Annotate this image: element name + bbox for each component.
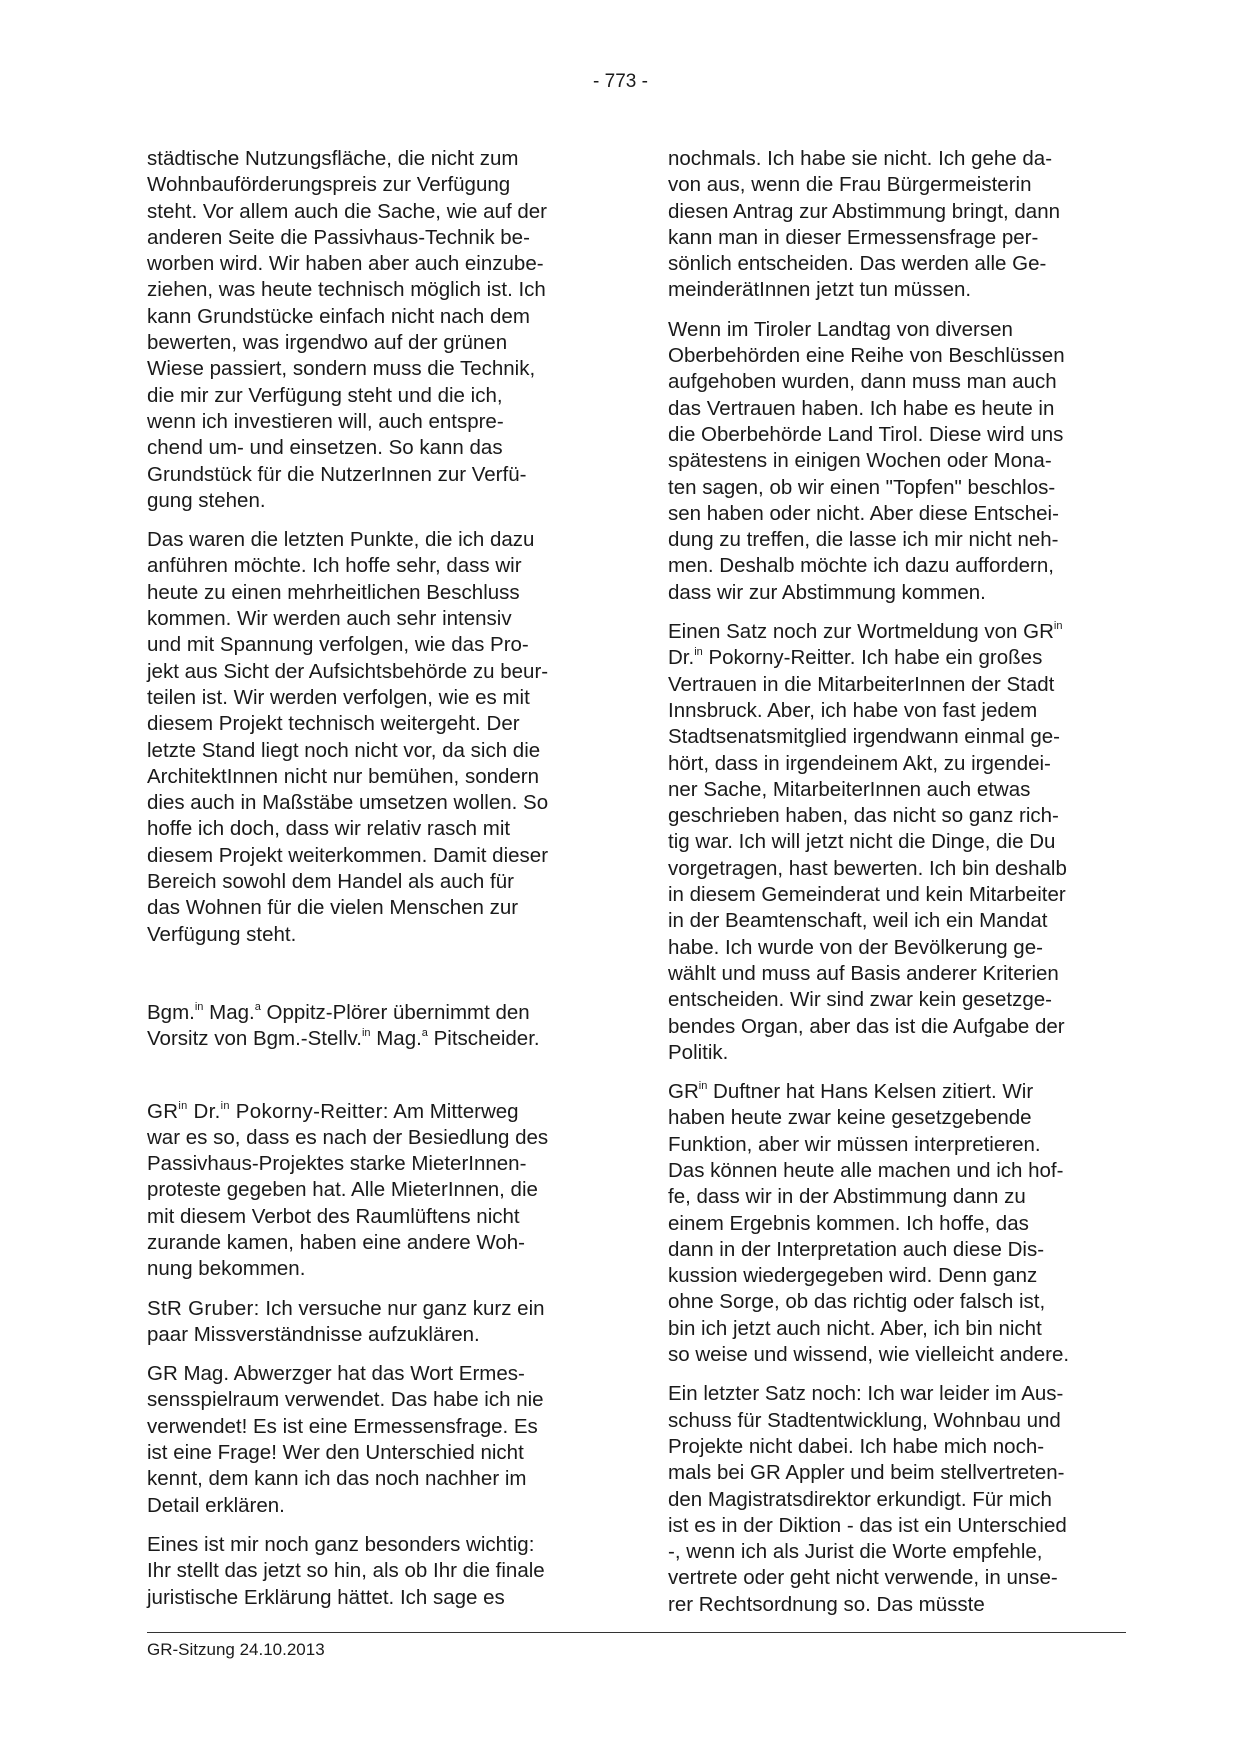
paragraph: Einen Satz noch zur Wortmeldung von $GR^{in}$ Dr.$^{in}$ Pokorny-Reitter. Ich habe ein großes Vertrauen in die MitarbeiterInnen der Stadt Innsbruck. Aber, ich habe von fast jedem Stadtsenatsmitglied irgendwann einmal ge- hört, dass in irgendeinem Akt, zu irgendei- ner Sache, MitarbeiterInnen auch etwas geschrieben haben, das nicht so ganz rich- tig war. Ich will jetzt nicht die Dinge, die Du vorgetragen, hast bewerten. Ich bin deshalb in diesem Gemeinderat und kein Mitarbeiter in der Beamtenschaft, weil ich ein Mandat habe. Ich wurde von der Bevölkerung ge- wählt und muss auf Basis anderer Kriterien entscheiden. Wir sind zwar kein gesetzge- bendes Organ, aber das ist die Aufgabe der Politik. bbox=[668, 620, 1067, 1064]
right-column bbox=[668, 146, 1126, 1631]
page-number: - 773 - bbox=[593, 71, 648, 92]
paragraph: $GR^{in}$ Duftner hat Hans Kelsen zitiert. Wir haben heute zwar keine gesetzgebende Funktion, aber wir müssen interpretieren. Das können heute alle machen und ich hof- fe, dass wir in der Abstimmung dann zu einem Ergebnis kommen. Ich hoffe, das dann in der Interpretation auch diese Dis- kussion wiedergegeben wird. Denn ganz ohne Sorge, ob das richtig oder falsch ist, bin ich jetzt auch nicht. Aber, ich bin nicht so weise und wissend, wie vielleicht andere. bbox=[668, 1080, 1070, 1367]
paragraph: Wenn im Tiroler Landtag von diversen Oberbehörden eine Reihe von Beschlüssen aufgehoben wurden, dann muss man auch das Vertrauen haben. Ich habe es heute in die Oberbehörde Land Tirol. Diese wird uns spätestens in einigen Wochen oder Mona- ten sagen, ob wir einen "Topfen" beschlos- sen haben oder nicht. Aber diese Entschei- dung zu treffen, die lasse ich mir nicht neh- men. Deshalb möchte ich dazu auffordern, dass wir zur Abstimmung kommen. bbox=[668, 317, 1065, 604]
footer-session-date: GR-Sitzung 24.10.2013 bbox=[147, 1640, 325, 1659]
paragraph: Das waren die letzten Punkte, die ich dazu anführen möchte. Ich hoffe sehr, dass wir heute zu einen mehrheitlichen Beschluss kommen. Wir werden auch sehr intensiv und mit Spannung verfolgen, wie das Pro- jekt aus Sicht der Aufsichtsbehörde zu beur- teilen ist. Wir werden verfolgen, wie es mit diesem Projekt technisch weitergeht. Der letzte Stand liegt noch nicht vor, da sich die ArchitektInnen nicht nur bemühen, sondern dies auch in Maßstäbe umsetzen wollen. So hoffe ich doch, dass wir relativ rasch mit diesem Projekt weiterkommen. Damit dieser Bereich sowohl dem Handel als auch für das Wohnen für die vielen Menschen zur Verfügung steht. bbox=[147, 528, 549, 946]
footer-divider bbox=[147, 1632, 1126, 1633]
speaker-name: $GR^{in}$ Dr.$^{in}$ Pokorny-Reitter: bbox=[147, 1099, 389, 1123]
paragraph: Eines ist mir noch ganz besonders wichtig: Ihr stellt das jetzt so hin, als ob Ihr die finale juristische Erklärung hättet. Ich sage es bbox=[147, 1532, 545, 1609]
speaker-name: StR Gruber: bbox=[147, 1296, 260, 1320]
left-column bbox=[147, 146, 589, 1624]
chair-change-note: Bgm.$^{in}$ Mag.$^a$ Oppitz-Plörer übernimmt den Vorsitz von Bgm.-Stellv.$^{in}$ Mag.$^a$ Pitscheider. bbox=[147, 1000, 540, 1051]
speech-gruber: StR Gruber: Ich versuche nur ganz kurz ein paar Missverständnisse aufzuklären. bbox=[147, 1296, 545, 1346]
paragraph: Ein letzter Satz noch: Ich war leider im Aus- schuss für Stadtentwicklung, Wohnbau und Projekte nicht dabei. Ich habe mich noch- mals bei GR Appler und beim stellvertreten- den Magistratsdirektor erkundigt. Für mich ist es in der Diktion - das ist ein Unterschied -, wenn ich als Jurist die Worte empfehle, vertrete oder geht nicht verwende, in unse- rer Rechtsordnung so. Das müsste bbox=[668, 1382, 1067, 1616]
paragraph: nochmals. Ich habe sie nicht. Ich gehe da- von aus, wenn die Frau Bürgermeisterin diesen Antrag zur Abstimmung bringt, dann kann man in dieser Ermessensfrage per- sönlich entscheiden. Das werden alle Ge- meinderätInnen jetzt tun müssen. bbox=[668, 147, 1061, 302]
paragraph: städtische Nutzungsfläche, die nicht zum Wohnbauförderungspreis zur Verfügung steht. Vor allem auch die Sache, wie auf der anderen Seite die Passivhaus-Technik be- worben wird. Wir haben aber auch einzube- ziehen, was heute technisch möglich ist. Ich kann Grundstücke einfach nicht nach dem bewerten, was irgendwo auf der grünen Wiese passiert, sondern muss die Technik, die mir zur Verfügung steht und die ich, wenn ich investieren will, auch entspre- chend um- und einsetzen. So kann das Grundstück für die NutzerInnen zur Verfü- gung stehen. bbox=[147, 147, 547, 512]
paragraph: GR Mag. Abwerzger hat das Wort Ermes- sensspielraum verwendet. Das habe ich nie verwendet! Es ist eine Ermessensfrage. Es ist eine Frage! Wer den Unterschied nicht kennt, dem kann ich das noch nachher im Detail erklären. bbox=[147, 1362, 544, 1517]
speech-pokorny-reitter: $GR^{in}$ Dr.$^{in}$ Pokorny-Reitter: Am Mitterweg war es so, dass es nach der Besiedlung des Passivhaus-Projektes starke MieterInnen- proteste gegeben hat. Alle MieterInnen, die mit diesem Verbot des Raumlüftens nicht zurande kamen, haben eine andere Woh- nung bekommen. bbox=[147, 1099, 549, 1281]
